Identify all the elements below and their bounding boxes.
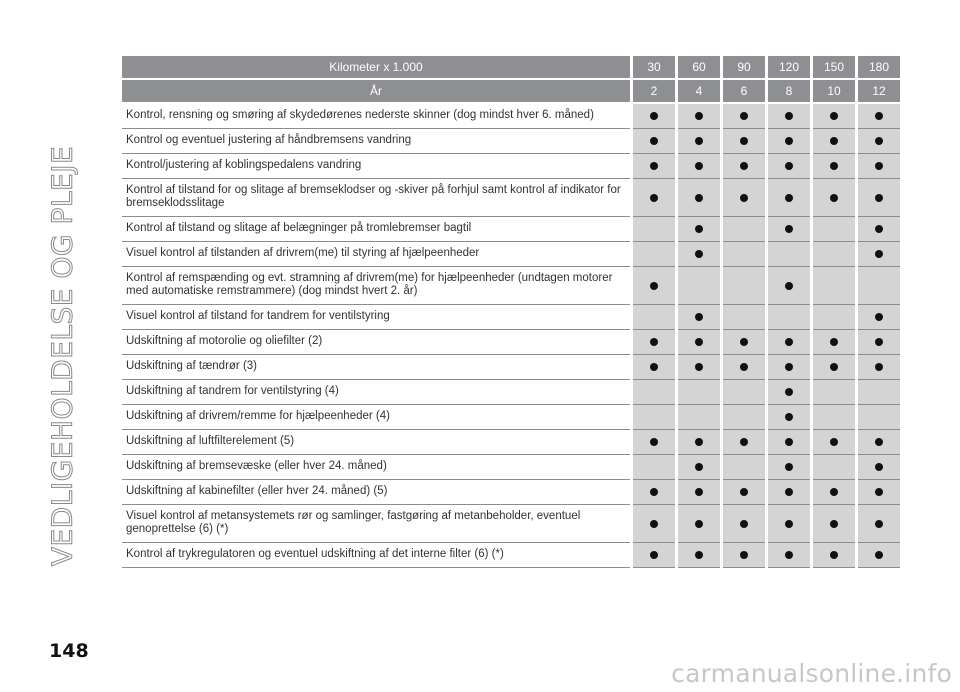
header-km-value: 150 — [813, 56, 855, 78]
table-row-description: Kontrol/justering af koblingspedalens vandring — [122, 154, 630, 179]
table-row-description: Udskiftning af luftfilterelement (5) — [122, 430, 630, 455]
filled-dot-icon — [695, 137, 703, 145]
table-row-mark-cell — [723, 355, 765, 380]
table-row-mark-cell — [678, 355, 720, 380]
table-row-mark-cell — [678, 455, 720, 480]
filled-dot-icon — [650, 338, 658, 346]
table-row-mark-cell — [813, 505, 855, 543]
filled-dot-icon — [785, 338, 793, 346]
table-row-mark-cell — [633, 330, 675, 355]
table-row-mark-cell — [678, 242, 720, 267]
filled-dot-icon — [785, 520, 793, 528]
filled-dot-icon — [650, 137, 658, 145]
table-row-description: Visuel kontrol af tilstanden af drivrem(me) til styring af hjælpeenheder — [122, 242, 630, 267]
table-row-mark-cell — [633, 405, 675, 430]
table-row-mark-cell — [858, 455, 900, 480]
maintenance-table — [122, 56, 890, 568]
table-row-mark-cell — [723, 305, 765, 330]
table-row-mark-cell — [813, 217, 855, 242]
table-row-mark-cell — [768, 242, 810, 267]
filled-dot-icon — [785, 137, 793, 145]
filled-dot-icon — [875, 225, 883, 233]
filled-dot-icon — [695, 194, 703, 202]
table-row-mark-cell — [633, 267, 675, 305]
table-row-mark-cell — [633, 129, 675, 154]
table-row-mark-cell — [678, 129, 720, 154]
section-title: VEDLIGEHOLDELSE OG PLEJE — [45, 145, 79, 567]
table-row-mark-cell — [723, 217, 765, 242]
filled-dot-icon — [830, 338, 838, 346]
table-row-description: Udskiftning af tændrør (3) — [122, 355, 630, 380]
filled-dot-icon — [875, 112, 883, 120]
table-row-mark-cell — [813, 455, 855, 480]
table-row-mark-cell — [858, 330, 900, 355]
filled-dot-icon — [695, 313, 703, 321]
filled-dot-icon — [740, 162, 748, 170]
table-row-mark-cell — [768, 217, 810, 242]
filled-dot-icon — [650, 520, 658, 528]
table-row-mark-cell — [813, 380, 855, 405]
table-row-mark-cell — [678, 179, 720, 217]
filled-dot-icon — [875, 363, 883, 371]
filled-dot-icon — [785, 162, 793, 170]
table-row-mark-cell — [723, 129, 765, 154]
table-row-description: Kontrol af trykregulatoren og eventuel udskiftning af det interne filter (6) (*) — [122, 543, 630, 568]
table-row-mark-cell — [723, 430, 765, 455]
filled-dot-icon — [695, 363, 703, 371]
table-row-mark-cell — [813, 543, 855, 568]
table-row-mark-cell — [723, 179, 765, 217]
table-row-mark-cell — [768, 267, 810, 305]
table-row-description: Kontrol af tilstand for og slitage af bremseklodser og -skiver på forhjul samt kontrol af indikator for bremseklodsslitage — [122, 179, 630, 217]
table-row-mark-cell — [633, 430, 675, 455]
header-year-value: 6 — [723, 80, 765, 102]
filled-dot-icon — [785, 282, 793, 290]
table-row-mark-cell — [768, 505, 810, 543]
filled-dot-icon — [740, 520, 748, 528]
table-row-mark-cell — [768, 543, 810, 568]
filled-dot-icon — [650, 112, 658, 120]
table-row-mark-cell — [858, 154, 900, 179]
table-row-mark-cell — [633, 179, 675, 217]
table-row-mark-cell — [858, 543, 900, 568]
table-row-mark-cell — [678, 380, 720, 405]
filled-dot-icon — [650, 438, 658, 446]
table-row-mark-cell — [723, 455, 765, 480]
header-year-value: 10 — [813, 80, 855, 102]
table-row-mark-cell — [858, 179, 900, 217]
table-row-mark-cell — [813, 480, 855, 505]
watermark: carmanualsonline.info — [671, 659, 952, 688]
header-km-label: Kilometer x 1.000 — [122, 56, 630, 78]
table-row-mark-cell — [858, 242, 900, 267]
table-row-mark-cell — [858, 505, 900, 543]
page-number: 148 — [49, 640, 89, 662]
table-row-mark-cell — [813, 154, 855, 179]
table-row-mark-cell — [723, 267, 765, 305]
header-km-value: 90 — [723, 56, 765, 78]
table-row-mark-cell — [768, 104, 810, 129]
table-row-mark-cell — [723, 505, 765, 543]
table-row-mark-cell — [723, 405, 765, 430]
table-row-mark-cell — [768, 330, 810, 355]
filled-dot-icon — [650, 162, 658, 170]
table-row-mark-cell — [633, 480, 675, 505]
table-row-mark-cell — [633, 543, 675, 568]
table-row-mark-cell — [678, 543, 720, 568]
filled-dot-icon — [695, 520, 703, 528]
filled-dot-icon — [695, 225, 703, 233]
table-row-description: Udskiftning af tandrem for ventilstyring (4) — [122, 380, 630, 405]
table-row-mark-cell — [633, 455, 675, 480]
table-row-mark-cell — [633, 154, 675, 179]
filled-dot-icon — [650, 363, 658, 371]
table-row-mark-cell — [858, 380, 900, 405]
filled-dot-icon — [650, 551, 658, 559]
filled-dot-icon — [695, 438, 703, 446]
filled-dot-icon — [740, 112, 748, 120]
filled-dot-icon — [695, 551, 703, 559]
filled-dot-icon — [740, 137, 748, 145]
table-row-mark-cell — [813, 305, 855, 330]
header-year-value: 12 — [858, 80, 900, 102]
table-row-mark-cell — [813, 104, 855, 129]
filled-dot-icon — [875, 338, 883, 346]
filled-dot-icon — [785, 413, 793, 421]
filled-dot-icon — [785, 225, 793, 233]
table-row-mark-cell — [768, 455, 810, 480]
table-row-mark-cell — [858, 267, 900, 305]
filled-dot-icon — [695, 162, 703, 170]
filled-dot-icon — [875, 162, 883, 170]
filled-dot-icon — [740, 438, 748, 446]
table-row-mark-cell — [813, 129, 855, 154]
table-row-mark-cell — [678, 217, 720, 242]
table-row-mark-cell — [813, 330, 855, 355]
table-row-mark-cell — [678, 104, 720, 129]
table-row-mark-cell — [723, 480, 765, 505]
filled-dot-icon — [740, 338, 748, 346]
table-row-mark-cell — [858, 430, 900, 455]
filled-dot-icon — [650, 194, 658, 202]
header-km-value: 120 — [768, 56, 810, 78]
filled-dot-icon — [740, 194, 748, 202]
table-row-mark-cell — [768, 305, 810, 330]
table-row-mark-cell — [858, 355, 900, 380]
table-row-mark-cell — [678, 405, 720, 430]
table-row-mark-cell — [723, 380, 765, 405]
filled-dot-icon — [875, 488, 883, 496]
filled-dot-icon — [875, 463, 883, 471]
table-row-description: Udskiftning af bremsevæske (eller hver 24. måned) — [122, 455, 630, 480]
header-year-value: 4 — [678, 80, 720, 102]
filled-dot-icon — [695, 250, 703, 258]
header-year-value: 8 — [768, 80, 810, 102]
filled-dot-icon — [785, 463, 793, 471]
filled-dot-icon — [875, 551, 883, 559]
table-row-description: Kontrol af tilstand og slitage af belægninger på tromlebremser bagtil — [122, 217, 630, 242]
filled-dot-icon — [830, 438, 838, 446]
table-row-mark-cell — [858, 129, 900, 154]
table-row-mark-cell — [813, 267, 855, 305]
table-row-description: Kontrol, rensning og smøring af skydedørenes nederste skinner (dog mindst hver 6. måned) — [122, 104, 630, 129]
filled-dot-icon — [785, 551, 793, 559]
filled-dot-icon — [875, 250, 883, 258]
table-row-description: Kontrol af remspænding og evt. stramning af drivrem(me) for hjælpeenheder (undtagen motorer med automatiske remstrammere) (dog mindst hvert 2. år) — [122, 267, 630, 305]
table-row-mark-cell — [813, 242, 855, 267]
table-row-mark-cell — [768, 355, 810, 380]
filled-dot-icon — [785, 194, 793, 202]
filled-dot-icon — [695, 463, 703, 471]
table-row-mark-cell — [678, 505, 720, 543]
table-row-mark-cell — [768, 154, 810, 179]
table-row-mark-cell — [633, 305, 675, 330]
table-row-mark-cell — [633, 242, 675, 267]
table-row-mark-cell — [813, 355, 855, 380]
table-row-mark-cell — [723, 154, 765, 179]
table-row-mark-cell — [768, 480, 810, 505]
table-row-mark-cell — [723, 330, 765, 355]
table-row-mark-cell — [768, 405, 810, 430]
header-km-value: 180 — [858, 56, 900, 78]
filled-dot-icon — [740, 488, 748, 496]
table-row-mark-cell — [633, 355, 675, 380]
table-row-description: Udskiftning af drivrem/remme for hjælpeenheder (4) — [122, 405, 630, 430]
table-row-mark-cell — [633, 217, 675, 242]
table-row-mark-cell — [768, 179, 810, 217]
filled-dot-icon — [830, 162, 838, 170]
header-km-value: 60 — [678, 56, 720, 78]
table-row-mark-cell — [678, 267, 720, 305]
filled-dot-icon — [740, 363, 748, 371]
filled-dot-icon — [875, 438, 883, 446]
header-year-label: År — [122, 80, 630, 102]
filled-dot-icon — [695, 488, 703, 496]
filled-dot-icon — [785, 438, 793, 446]
table-row-mark-cell — [633, 380, 675, 405]
filled-dot-icon — [830, 520, 838, 528]
filled-dot-icon — [785, 388, 793, 396]
table-row-mark-cell — [678, 430, 720, 455]
header-km-value: 30 — [633, 56, 675, 78]
header-year-value: 2 — [633, 80, 675, 102]
table-row-description: Udskiftning af kabinefilter (eller hver 24. måned) (5) — [122, 480, 630, 505]
filled-dot-icon — [830, 112, 838, 120]
filled-dot-icon — [785, 363, 793, 371]
filled-dot-icon — [695, 112, 703, 120]
filled-dot-icon — [830, 137, 838, 145]
table-row-description: Visuel kontrol af metansystemets rør og samlinger, fastgøring af metanbeholder, eventuel genoprettelse (6) (*) — [122, 505, 630, 543]
filled-dot-icon — [875, 520, 883, 528]
filled-dot-icon — [830, 488, 838, 496]
table-row-description: Visuel kontrol af tilstand for tandrem for ventilstyring — [122, 305, 630, 330]
table-row-mark-cell — [723, 242, 765, 267]
table-row-mark-cell — [768, 430, 810, 455]
table-row-mark-cell — [858, 480, 900, 505]
filled-dot-icon — [740, 551, 748, 559]
filled-dot-icon — [650, 488, 658, 496]
table-row-mark-cell — [768, 380, 810, 405]
table-row-mark-cell — [678, 480, 720, 505]
filled-dot-icon — [875, 194, 883, 202]
table-row-description: Udskiftning af motorolie og oliefilter (2) — [122, 330, 630, 355]
table-row-mark-cell — [813, 405, 855, 430]
table-row-mark-cell — [723, 543, 765, 568]
filled-dot-icon — [785, 488, 793, 496]
table-row-mark-cell — [678, 330, 720, 355]
filled-dot-icon — [830, 363, 838, 371]
filled-dot-icon — [830, 194, 838, 202]
table-row-mark-cell — [813, 430, 855, 455]
filled-dot-icon — [875, 137, 883, 145]
table-row-mark-cell — [858, 305, 900, 330]
table-row-mark-cell — [678, 305, 720, 330]
table-row-description: Kontrol og eventuel justering af håndbremsens vandring — [122, 129, 630, 154]
filled-dot-icon — [650, 282, 658, 290]
table-row-mark-cell — [768, 129, 810, 154]
table-row-mark-cell — [633, 505, 675, 543]
table-row-mark-cell — [633, 104, 675, 129]
table-row-mark-cell — [723, 104, 765, 129]
filled-dot-icon — [695, 338, 703, 346]
table-row-mark-cell — [858, 217, 900, 242]
filled-dot-icon — [875, 313, 883, 321]
table-row-mark-cell — [858, 405, 900, 430]
table-row-mark-cell — [678, 154, 720, 179]
table-row-mark-cell — [813, 179, 855, 217]
filled-dot-icon — [830, 551, 838, 559]
filled-dot-icon — [785, 112, 793, 120]
table-row-mark-cell — [858, 104, 900, 129]
